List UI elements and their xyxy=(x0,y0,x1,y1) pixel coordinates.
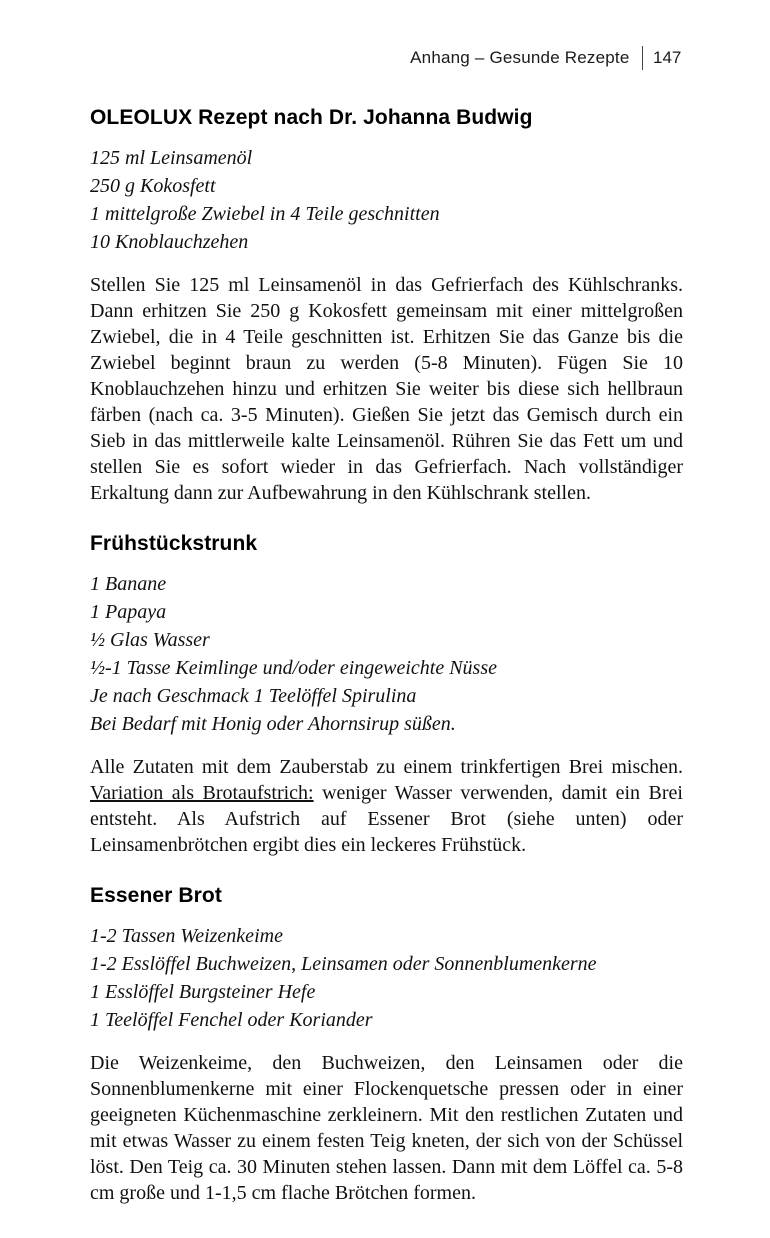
body-text-pre: Alle Zutaten mit dem Zauberstab zu einem trinkfertigen Brei mischen. xyxy=(90,756,683,778)
ingredient-line: 10 Knoblauchzehen xyxy=(90,231,249,253)
body-paragraph-oleolux: Stellen Sie 125 ml Leinsamenöl in das Gefrierfach des Kühlschranks. Dann erhitzen Sie 250 g Kokosfett gemeinsam mit einer mittelgroßen Zwiebel, die in 4 Teile geschnitten ist. Erhitzen Sie das Ganze bis die Zwiebel beginnt braun zu werden (5-8 Minuten). Fügen Sie 10 Knoblauchzehen hinzu und erhitzen Sie weiter bis diese sich hellbraun färben (nach ca. 3-5 Minuten). Gießen Sie jetzt das Gemisch durch ein Sieb in das mittlerweile kalte Leinsamenöl. Rühren Sie das Fett um und stellen Sie es sofort wieder in das Gefrierfach. Nach vollständiger Erkaltung dann zur Aufbewahrung in den Kühlschrank stellen. xyxy=(90,274,683,504)
ingredient-line: Je nach Geschmack 1 Teelöffel Spirulina xyxy=(90,685,417,707)
body-paragraph-essener-brot: Die Weizenkeime, den Buchweizen, den Leinsamen oder die Sonnenblumenkerne mit einer Flockenquetsche pressen oder in einer geeigneten Küchenmaschine zerkleinern. Mit den restlichen Zutaten und mit etwas Wasser zu einem festen Teig kneten, der sich von der Schüssel löst. Den Teig ca. 30 Minuten stehen lassen. Dann mit dem Löffel ca. 5-8 cm große und 1-1,5 cm flache Brötchen formen. xyxy=(90,1052,683,1204)
section-heading-fruehstueckstrunk: Frühstückstrunk xyxy=(90,532,258,555)
ingredient-line: ½-1 Tasse Keimlinge und/oder eingeweichte Nüsse xyxy=(90,657,497,679)
section-essener-brot xyxy=(90,884,683,1206)
ingredient-list-essener-brot xyxy=(90,922,683,1034)
body-text-post: weniger Wasser verwenden, damit ein Brei entsteht. Als Aufstrich auf Essener Brot (siehe unten) oder Leinsamenbrötchen ergibt dies ein leckeres Frühstück. xyxy=(90,782,683,856)
body-text-underlined: Variation als Brotaufstrich: xyxy=(90,782,314,804)
ingredient-line: 1 Teelöffel Fenchel oder Koriander xyxy=(90,1009,373,1031)
page-content xyxy=(90,106,683,1206)
ingredient-line: 250 g Kokosfett xyxy=(90,175,216,197)
section-fruehstueckstrunk xyxy=(90,532,683,858)
ingredient-line: 1 Papaya xyxy=(90,601,167,623)
body-paragraph-fruehstueckstrunk xyxy=(90,754,683,858)
section-heading-essener-brot: Essener Brot xyxy=(90,884,222,907)
ingredient-line: 1 Esslöffel Burgsteiner Hefe xyxy=(90,981,316,1003)
header-divider xyxy=(642,46,644,70)
ingredient-line: 1 mittelgroße Zwiebel in 4 Teile geschnitten xyxy=(90,203,440,225)
ingredient-line: Bei Bedarf mit Honig oder Ahornsirup süßen. xyxy=(90,713,456,735)
section-heading-oleolux: OLEOLUX Rezept nach Dr. Johanna Budwig xyxy=(90,106,533,129)
running-head: Anhang – Gesunde Rezepte xyxy=(410,48,630,67)
ingredient-list-fruehstueckstrunk xyxy=(90,570,683,738)
ingredient-line: 125 ml Leinsamenöl xyxy=(90,147,253,169)
section-oleolux xyxy=(90,106,683,506)
ingredient-list-oleolux xyxy=(90,144,683,256)
page-header xyxy=(90,46,683,70)
page-number: 147 xyxy=(653,48,682,67)
ingredient-line: 1-2 Esslöffel Buchweizen, Leinsamen oder Sonnenblumenkerne xyxy=(90,953,597,975)
ingredient-line: 1 Banane xyxy=(90,573,167,595)
ingredient-line: ½ Glas Wasser xyxy=(90,629,210,651)
ingredient-line: 1-2 Tassen Weizenkeime xyxy=(90,925,283,947)
